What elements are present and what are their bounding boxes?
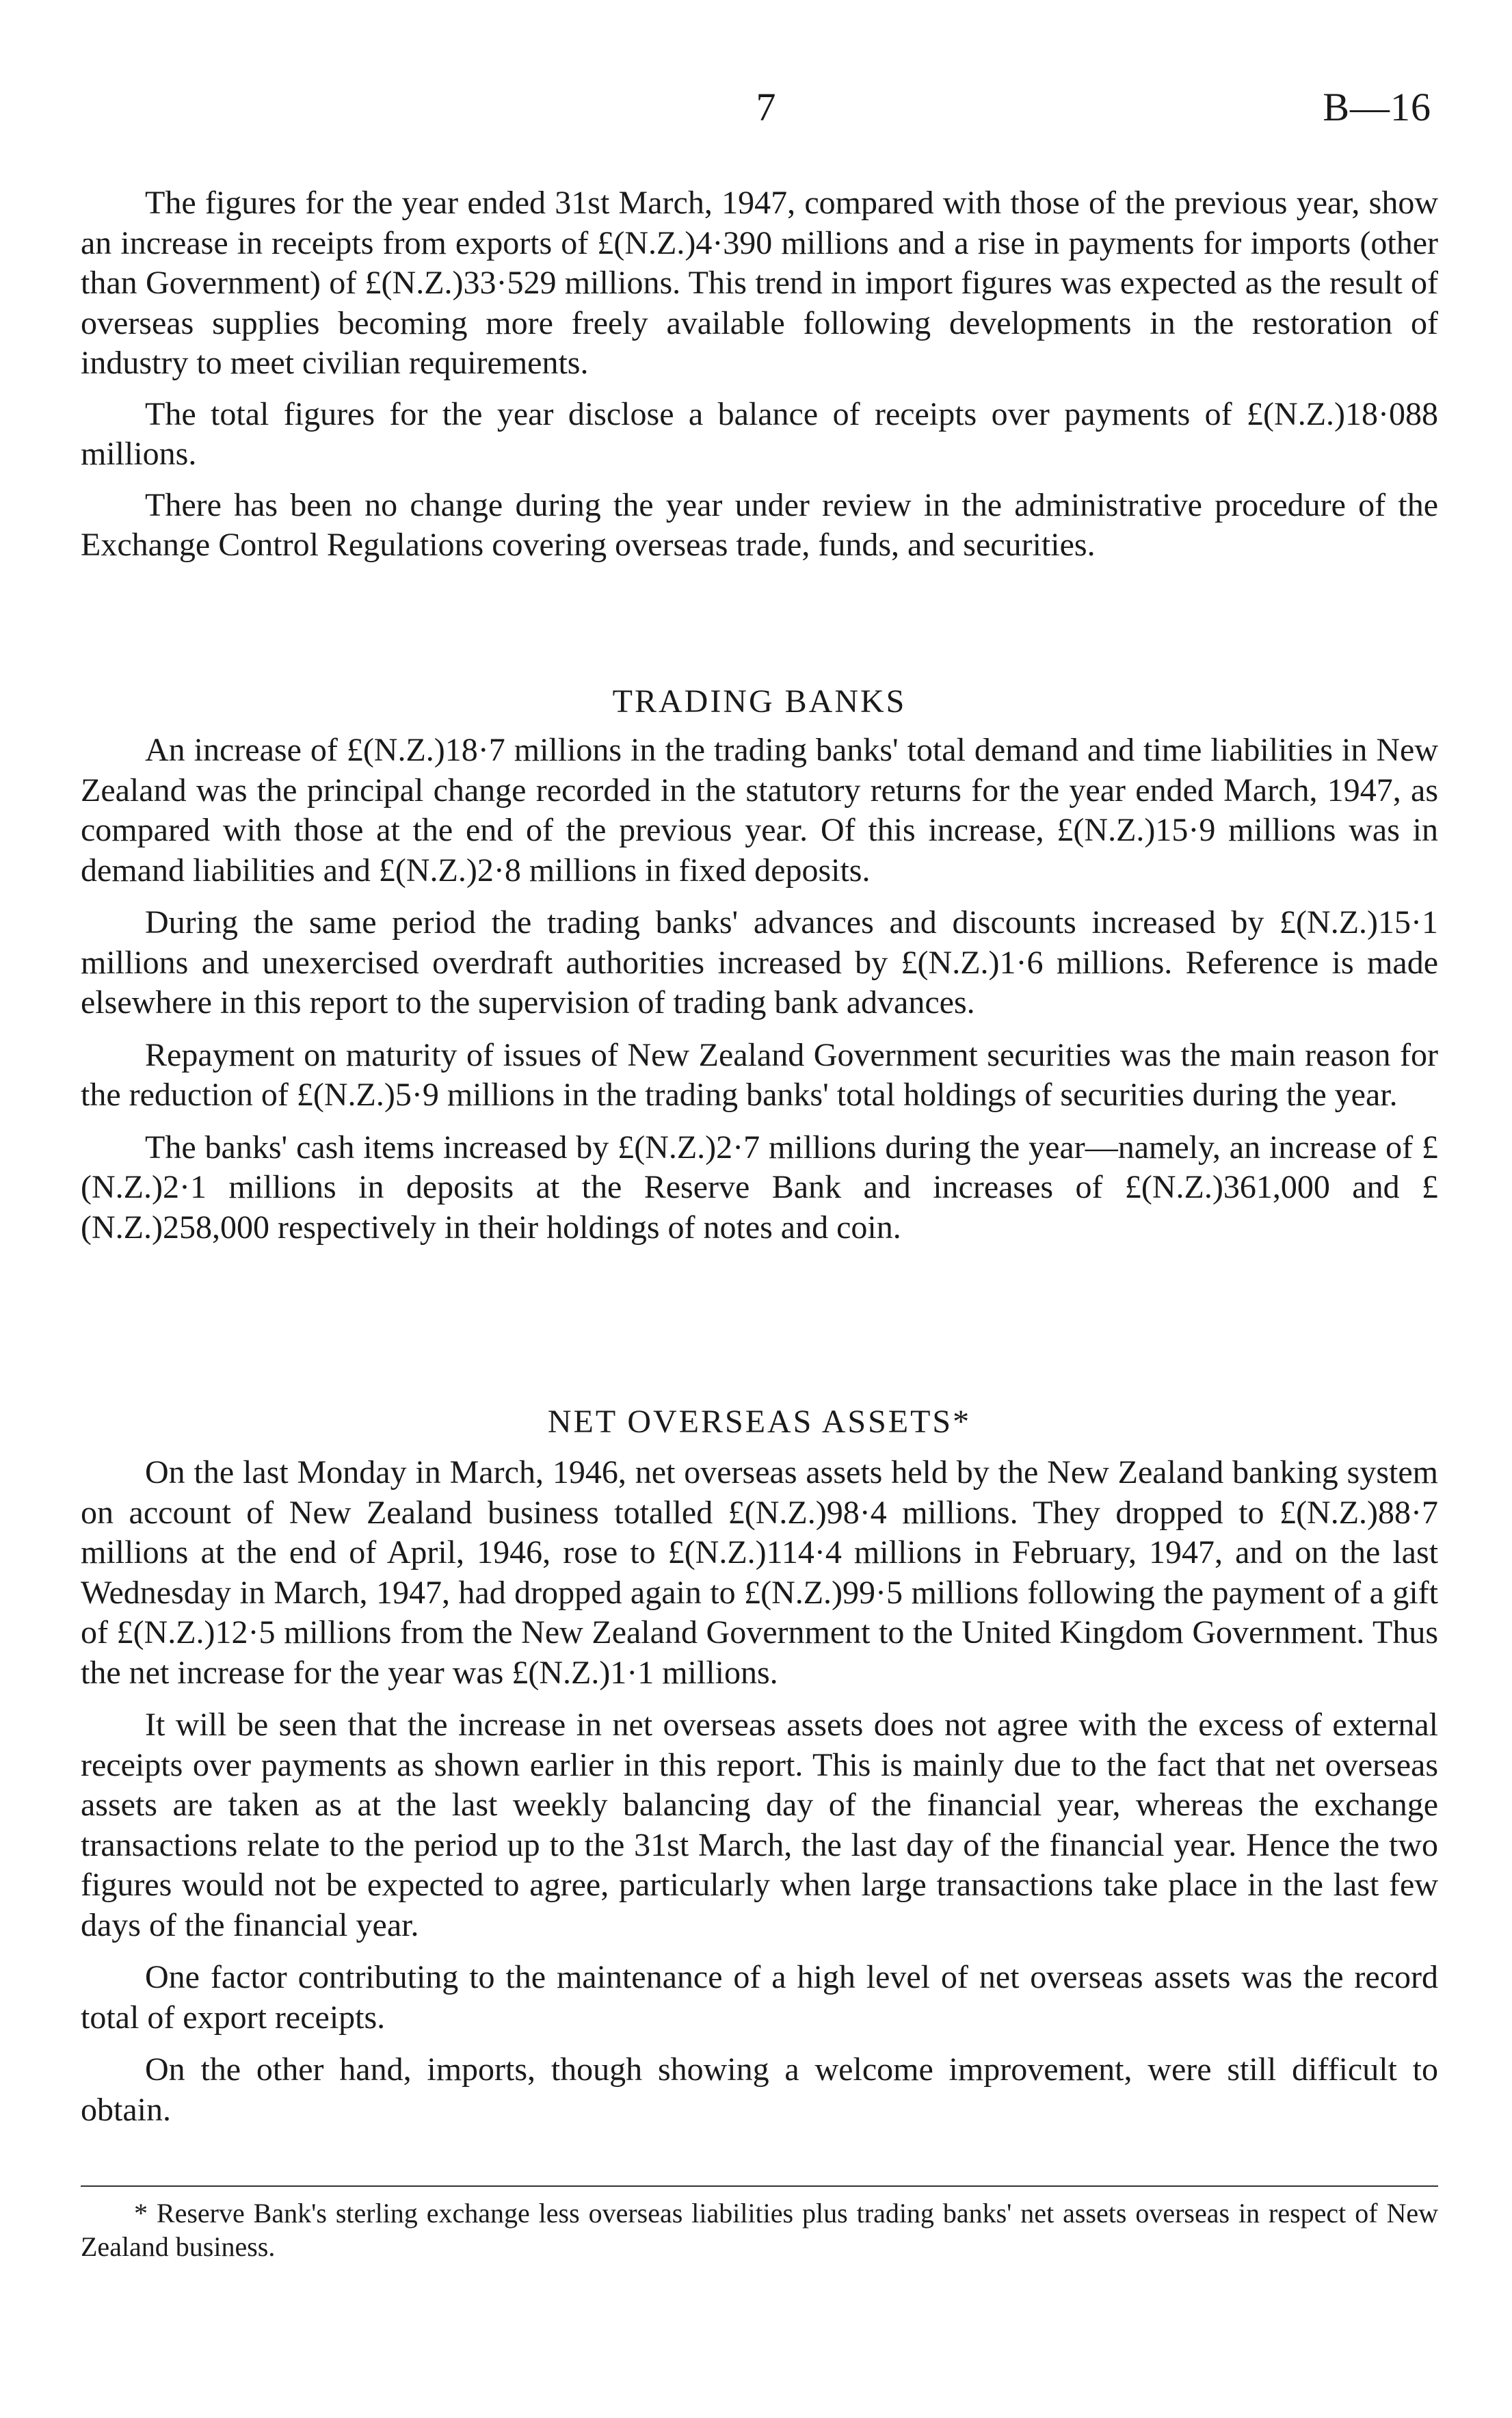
paragraph: On the last Monday in March, 1946, net overseas assets held by the New Zealand banking system on account of New Zealand business totalled £(N.Z.)98·4 millions. They dropped to £(N.Z.)88·7 millions at the end of April, 1946, rose to £(N.Z.)114·4 millions in February, 1947, and on the last Wednesday in March, 1947, had dropped again to £(N.Z.)99·5 millions following the payment of a gift of £(N.Z.)12·5 millions from the New Zealand Government to the United Kingdom Government. Thus the net increase for the year was £(N.Z.)1·1 millions. [81,1454,1438,1691]
section-heading-trading-banks: TRADING BANKS [612,683,907,720]
footnote: * Reserve Bank's sterling exchange less overseas liabilities plus trading banks' net assets overseas in respect of New Zealand business. [81,2198,1438,2262]
intro-section [81,183,1438,566]
document-code: B—16 [1323,85,1431,129]
net-overseas-assets-section [81,1453,1438,2130]
page-number: 7 [756,85,776,129]
paragraph: There has been no change during the year under review in the administrative procedure of the Exchange Control Regulations covering overseas trade, funds, and securities. [81,486,1438,563]
paragraph: One factor contributing to the maintenance of a high level of net overseas assets was the record total of export receipts. [81,1959,1438,2036]
paragraph: The figures for the year ended 31st March, 1947, compared with those of the previous year, show an increase in receipts from exports of £(N.Z.)4·390 millions and a rise in payments for imports (other than Government) of £(N.Z.)33·529 millions. This trend in import figures was expected as the result of overseas supplies becoming more freely available following developments in the restoration of industry to meet civilian requirements. [81,185,1438,381]
footnote-divider [81,2185,1438,2187]
paragraph: The banks' cash items increased by £(N.Z.)2·7 millions during the year—namely, an increase of £(N.Z.)2·1 millions in deposits at the Reserve Bank and increases of £(N.Z.)361,000 and £(N.Z.)258,000 respectively in their holdings of notes and coin. [81,1129,1438,1246]
trading-banks-section [81,731,1438,1248]
section-heading-net-overseas-assets: NET OVERSEAS ASSETS* [547,1404,972,1440]
paragraph: It will be seen that the increase in net overseas assets does not agree with the excess of external receipts over payments as shown earlier in this report. This is mainly due to the fact that net overseas assets are taken as at the last weekly balancing day of the financial year, whereas the exchange transactions relate to the period up to the 31st March, the last day of the financial year. Hence the two figures would not be expected to agree, particularly when large transactions take place in the last few days of the financial year. [81,1707,1438,1943]
paragraph: The total figures for the year disclose a balance of receipts over payments of £(N.Z.)18·088 millions. [81,395,1438,472]
paragraph: On the other hand, imports, though showing a welcome improvement, were still difficult to obtain. [81,2051,1438,2128]
paragraph: During the same period the trading banks' advances and discounts increased by £(N.Z.)15·1 millions and unexercised overdraft authorities increased by £(N.Z.)1·6 millions. Reference is made elsewhere in this report to the supervision of trading bank advances. [81,904,1438,1021]
paragraph: An increase of £(N.Z.)18·7 millions in the trading banks' total demand and time liabilities in New Zealand was the principal change recorded in the statutory returns for the year ended March, 1947, as compared with those at the end of the previous year. Of this increase, £(N.Z.)15·9 millions was in demand liabilities and £(N.Z.)2·8 millions in fixed deposits. [81,732,1438,889]
paragraph: Repayment on maturity of issues of New Zealand Government securities was the main reason for the reduction of £(N.Z.)5·9 millions in the trading banks' total holdings of securities during the year. [81,1036,1438,1113]
